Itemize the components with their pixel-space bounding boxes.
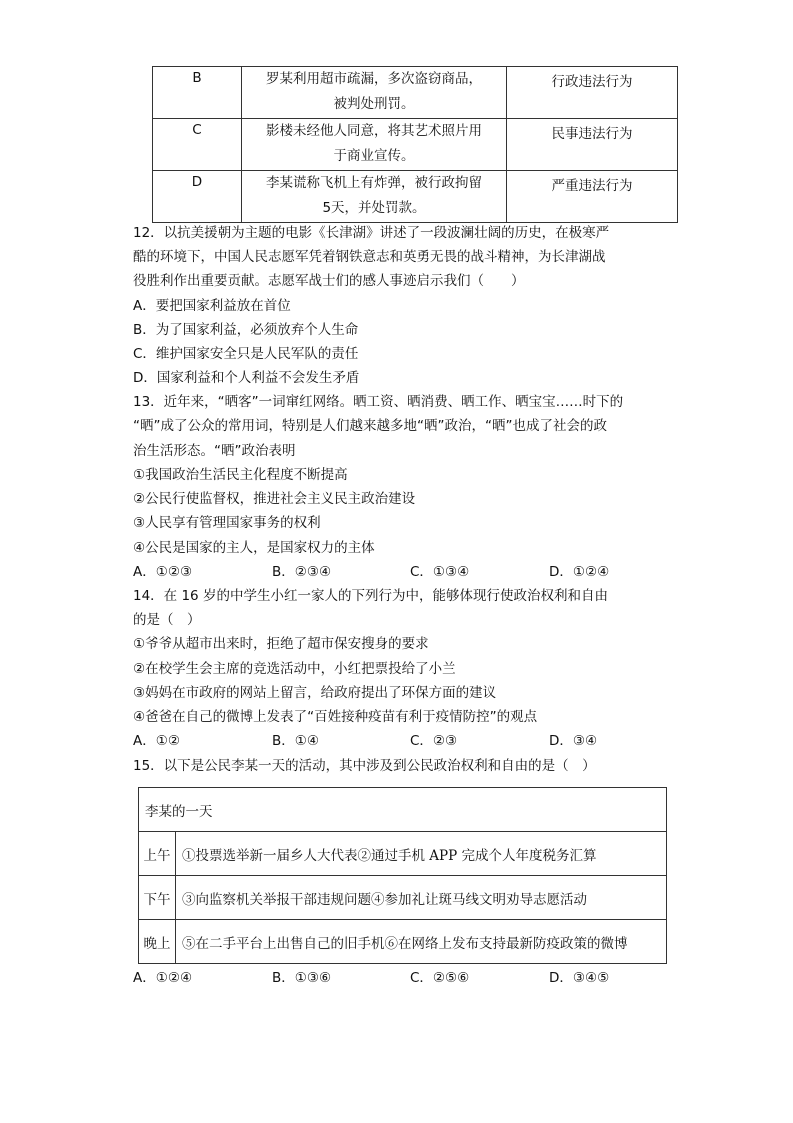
question-15-option-d: D．③④⑤ — [549, 970, 610, 986]
table-row — [153, 171, 678, 223]
question-12-option: C．维护国家安全只是人民军队的责任 — [133, 346, 359, 362]
table-title: 李某的一天 — [139, 788, 667, 832]
question-14-text: 的是（ ） — [133, 612, 201, 628]
time-label: 下午 — [139, 876, 176, 920]
time-label: 上午 — [139, 832, 176, 876]
option-letter: C — [153, 119, 242, 171]
time-label: 晚上 — [139, 920, 176, 964]
question-14-option-b: B．①④ — [272, 733, 319, 749]
table-row — [139, 876, 667, 920]
activity-text: ①投票选举新一届乡人大代表②通过手机 APP 完成个人年度税务汇算 — [176, 832, 667, 876]
option-description: 罗某利用超市疏漏，多次盗窃商品， 被判处刑罚。 — [242, 67, 507, 119]
activity-text: ⑤在二手平台上出售自己的旧手机⑥在网络上发布支持最新防疫政策的微博 — [176, 920, 667, 964]
question-13-option-c: C．①③④ — [410, 564, 470, 580]
question-14-option-d: D．③④ — [549, 733, 598, 749]
question-14-item: ①爷爷从超市出来时，拒绝了超市保安搜身的要求 — [133, 636, 429, 652]
violation-type: 民事违法行为 — [507, 119, 678, 171]
violation-type: 严重违法行为 — [507, 171, 678, 223]
option-letter: D — [153, 171, 242, 223]
question-12-option: A．要把国家利益放在首位 — [133, 298, 291, 314]
option-description: 影楼未经他人同意，将其艺术照片用 于商业宣传。 — [242, 119, 507, 171]
table-row — [139, 832, 667, 876]
option-description: 李某谎称飞机上有炸弹，被行政拘留 5天，并处罚款。 — [242, 171, 507, 223]
question-13-item: ②公民行使监督权，推进社会主义民主政治建设 — [133, 491, 416, 507]
question-15-option-b: B．①③⑥ — [272, 970, 332, 986]
question-13-option-a: A．①②③ — [133, 564, 193, 580]
table-row — [139, 788, 667, 832]
question-14-text: 14．在 16 岁的中学生小红一家人的下列行为中，能够体现行使政治权利和自由 — [133, 588, 608, 604]
question-12-option: D．国家利益和个人利益不会发生矛盾 — [133, 370, 360, 386]
daily-activity-table — [138, 787, 667, 964]
question-13-text: “晒”成了公众的常用词，特别是人们越来越多地“晒”政治，“晒”也成了社会的政 — [133, 418, 607, 434]
question-13-text: 13．近年来，“晒客”一词窜红网络。晒工资、晒消费、晒工作、晒宝宝……时下的 — [133, 394, 624, 410]
question-14-item: ④爸爸在自己的微博上发表了“百姓接种疫苗有利于疫情防控”的观点 — [133, 709, 538, 725]
table-row — [153, 67, 678, 119]
table-row — [153, 119, 678, 171]
violation-table — [152, 66, 678, 223]
question-15-text: 15．以下是公民李某一天的活动，其中涉及到公民政治权利和自由的是（ ） — [133, 758, 596, 774]
question-12-text: 12．以抗美援朝为主题的电影《长津湖》讲述了一段波澜壮阔的历史，在极寒严 — [133, 225, 610, 241]
question-15-option-a: A．①②④ — [133, 970, 193, 986]
violation-type: 行政违法行为 — [507, 67, 678, 119]
question-13-option-d: D．①②④ — [549, 564, 610, 580]
question-13-item: ③人民享有管理国家事务的权利 — [133, 515, 321, 531]
question-14-item: ③妈妈在市政府的网站上留言，给政府提出了环保方面的建议 — [133, 685, 497, 701]
table-row — [139, 920, 667, 964]
question-14-item: ②在校学生会主席的竞选活动中，小红把票投给了小兰 — [133, 661, 456, 677]
question-13-item: ④公民是国家的主人，是国家权力的主体 — [133, 540, 375, 556]
question-13-text: 治生活形态。“晒”政治表明 — [133, 443, 296, 459]
question-12-text: 役胜利作出重要贡献。志愿军战士们的感人事迹启示我们（ ） — [133, 273, 525, 289]
question-14-option-c: C．②③ — [410, 733, 458, 749]
activity-text: ③向监察机关举报干部违规问题④参加礼让斑马线文明劝导志愿活动 — [176, 876, 667, 920]
question-15-option-c: C．②⑤⑥ — [410, 970, 470, 986]
question-14-option-a: A．①② — [133, 733, 180, 749]
question-12-option: B．为了国家利益，必须放弃个人生命 — [133, 322, 359, 338]
question-13-item: ①我国政治生活民主化程度不断提高 — [133, 467, 348, 483]
option-letter: B — [153, 67, 242, 119]
question-13-option-b: B．②③④ — [272, 564, 332, 580]
question-12-text: 酷的环境下，中国人民志愿军凭着钢铁意志和英勇无畏的战斗精神，为长津湖战 — [133, 249, 606, 265]
